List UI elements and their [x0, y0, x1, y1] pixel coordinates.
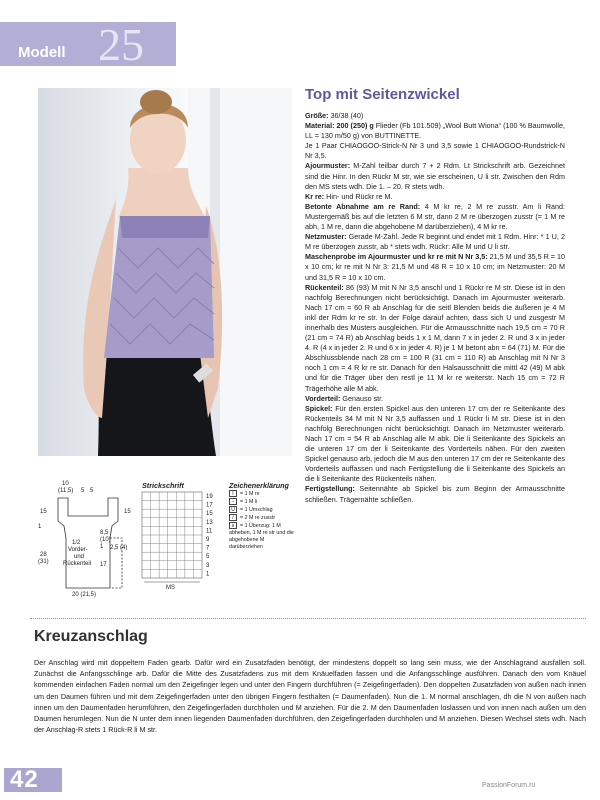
center-1: 1/2	[72, 540, 81, 546]
dim-one: 1	[38, 524, 42, 530]
legend-item: / = 2 M re zusstr	[229, 514, 295, 522]
dim-h2: 15	[124, 509, 131, 515]
instruction-gusset: Spickel: Für den ersten Spickel aus den unteren 17 cm der re Seitenkante des Rückenteils 34 M mit N Nr 3,5 auffassen und 1 Rückr li M str. Diese ist in den nachfolg Berechnungen nicht berücksichtigt. Danach im Netzmuster weiterarb. Nach 17 cm = 54 R ab Anschlag alle M abk. Die li Seitenkante des Spickels an die unteren 17 cm der li Seitenkante des Vorderteils nähen. Für den zweiten Spickel genauso arb, jedoch die M aus den unteren 17 cm der re Seitenkante des Vorderteils auffassen und nach Fertigstellung die li Seitenkante des Spickels an die li Seitenkante des Rückenteils nähen.	[305, 403, 565, 484]
instruction-material: Material: 200 (250) g Flieder (Fb 101.509) „Wool Butt Wiona“ (100 % Baumwolle, LL = 130 m/50 g) von BUTTINETTE.	[305, 121, 565, 141]
chart-legend	[229, 490, 295, 551]
instruction-kr-re: Kr re: Hin- und Rückr re M.	[305, 191, 393, 201]
chart-row-number: 13	[206, 519, 213, 526]
legend-item: U = 1 Umschlag	[229, 506, 295, 514]
model-photo-illustration	[38, 88, 292, 456]
dim-gusset: 2,5 (4)	[110, 545, 128, 551]
legend-title: Zeichenerklärung	[229, 481, 289, 490]
dim-w2: 5	[90, 488, 94, 494]
chart-row-number: 11	[206, 528, 213, 535]
dim-h1: 15	[40, 509, 47, 515]
dim-side2: (10)	[100, 537, 111, 543]
instruction-ajour: Ajourmuster: M-Zahl teilbar durch 7 + 2 Rdm. Lt Strickschrift arb. Gezeichnet sind die Hinr. In den Rückr M str, wie sie erscheinen, U li str. Zwischen den Rdm den MS stets wdh. Die 1. – 20. R stets wdh.	[305, 161, 565, 191]
instruction-needles: Je 1 Paar CHIAOGOO-Strick-N Nr 3 und 3,5 sowie 1 CHIAOGOO-Rundstrick-N Nr 3,5.	[305, 141, 565, 161]
chart-ms: MS	[166, 585, 175, 591]
chart-row-number: 1	[206, 571, 210, 578]
page-number: 42	[10, 766, 39, 793]
legend-item: – = 1 M li	[229, 498, 295, 506]
chart-row-number: 3	[206, 562, 210, 569]
chart-row-number: 5	[206, 554, 210, 561]
chart-title: Strickschrift	[142, 481, 184, 490]
chart-row-number: 17	[206, 502, 213, 509]
dim-top-alt: (11,5)	[58, 488, 74, 494]
dim-bottom: 20 (21,5)	[72, 592, 97, 598]
section-divider	[30, 618, 586, 619]
center-4: Rückenteil	[63, 561, 92, 567]
model-number: 25	[98, 19, 144, 70]
instruction-gauge: Maschenprobe im Ajourmuster und kr re mit N Nr 3,5: 21,5 M und 35,5 R = 10 x 10 cm; kr re mit N Nr 3: 21,5 M und 48 R = 10 x 10 cm; im Netzmuster: 20 M und 31,5 R = 10 x 10 cm.	[305, 252, 565, 282]
instruction-back: Rückenteil: 86 (93) M mit N Nr 3,5 anschl und 1 Rückr re M str. Diese ist in den nachfolg Berechnungen nicht berücksichtigt. Danach im Ajourmuster weiterarb. Nach 17 cm = 60 R ab Anschlag für die seitl Blenden beids die äußeren je 4 M inkl der Rdm kr re str. In der Folge darauf achten, dass sich U und zusgestr M innerhalb des Musters ausgleichen. Für die Armausschnitte nach 19,5 cm = 70 R (21 cm = 74 R) ab Anschlag beids 1 x 1 M, dann 7 x in jeder 2. R und 3 x in jeder 4. R (4 x in jeder 2. R und 6 x in jeder 4. R) je 1 M betont abn = 64 (71) M. Für die Abschlussblende nach 28 cm = 100 R (31 cm = 110 R) ab Anschlag mit N Nr 3 noch 1 cm = 4 R kr re str. Danach für den Halsausschnitt die mittl 42 (49) M abk und für die Träger über den restl je 11 M kr re weiterstr. Nach 15 cm = 72 R Trägerhöhe alle M abk.	[305, 282, 565, 393]
chart-row-number: 9	[206, 537, 210, 543]
dim-body: 28	[40, 552, 47, 558]
dim-side1: 8,5	[100, 530, 109, 536]
section-body: Der Anschlag wird mit doppeltem Faden gearb. Dafür wird ein Zusatzfaden benötigt, der mindestens doppelt so lang sein muss, wie der Anschlagrand ausfallen soll. Zunächst die Anfangsschlinge arb. Dafür die Mitte des Zusatzfadens zus mit dem Knäuelfaden fassen und die Anfangsschlinge ausführen. Danach den vom Knäuel kommenden einfachen Faden normal um den Zeigefinger legen und unter den Fingern durchführen (= Zeigefingerfaden). Den doppelten Zusatzfaden von außen nach innen um den Daumen führen und mit dem Zeigefingerfaden unter den übrigen Fingern festhalten (= Daumenfaden). Nun die 1. M normal anschlagen, dh die N von außen nach innen um den Daumenfaden herumführen, den Zeigefingerfaden durchholen und M anziehen. Für die 2. M den Daumenfaden loslassen und von innen nach außen um den Daumen herumlegen. Nun die N unter dem innen liegenden Daumenfaden durchführen, den Zeigefingerfaden durchholen und M anziehen. Diesen Wechsel stets wdh. Nach der Anschlag-R stets 1 Rück-R li M str.	[34, 658, 586, 735]
dim-top: 10	[62, 481, 69, 487]
schematic-drawing	[58, 498, 122, 588]
pattern-title: Top mit Seitenzwickel	[305, 86, 460, 103]
dim-w1: 5	[81, 488, 85, 494]
dim-gusset-h: 17	[100, 562, 107, 568]
center-3: und	[74, 554, 85, 560]
chart-row-number: 15	[206, 511, 213, 518]
section-title: Kreuzanschlag	[34, 628, 148, 645]
model-label: Modell	[18, 44, 66, 61]
center-2: Vorder-	[68, 547, 88, 553]
instruction-decrease: Betonte Abnahme am re Rand: 4 M kr re, 2 M re zusstr. Am li Rand: Mustergemäß bis auf die letzten 6 M str, dann 2 M re überzogen zusstr (= 1 M re abh, 1 M re, dann die abgehobene M darüberziehen), 4 M kr re.	[305, 201, 565, 232]
legend-item: ∧ = 1 Überzug: 1 M abheben, 1 M re str und die abgehobene M darüberziehen	[229, 522, 294, 550]
credit: PassionForum.ru	[482, 782, 536, 789]
instruction-size: Größe: 36/38 (40)	[305, 111, 364, 120]
instruction-front: Vorderteil: Genauso str.	[305, 393, 384, 403]
legend-item: I = 1 M re	[229, 490, 295, 498]
instruction-finishing: Fertigstellung: Seitennähte ab Spickel bis zum Beginn der Armausschnitte schließen. Trägernähte schließen.	[305, 484, 565, 504]
dim-side3: 1	[100, 544, 104, 550]
pattern-instructions	[305, 111, 565, 505]
model-photo	[38, 88, 292, 456]
chart-row-number: 7	[206, 545, 210, 552]
instruction-netz: Netzmuster: Gerade M-Zahl. Jede R beginnt und endet mit 1 Rdm. Hinr: * 1 U, 2 M re überzogen zusstr, ab * stets wdh. Rückr: Alle M und U li str.	[305, 232, 565, 252]
dim-body-alt: (31)	[38, 559, 49, 565]
chart-row-number: 19	[206, 494, 213, 500]
